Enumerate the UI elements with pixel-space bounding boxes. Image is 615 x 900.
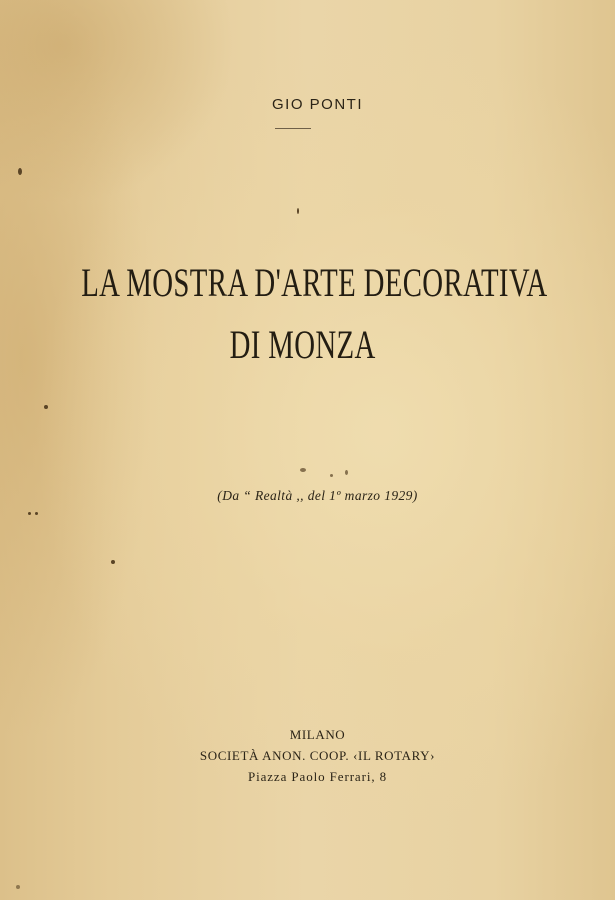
paper-speck <box>111 560 115 564</box>
imprint-block <box>0 724 615 787</box>
source-note: (Da “ Realtà ,, del 1º marzo 1929) <box>217 488 418 503</box>
title-line-2: DI MONZA <box>229 322 376 367</box>
paper-speck <box>300 468 306 472</box>
paper-speck <box>44 405 48 409</box>
paper-speck <box>18 168 22 175</box>
title-line-1: LA MOSTRA D'ARTE DECORATIVA <box>81 260 548 305</box>
paper-speck <box>345 470 348 475</box>
imprint-city: MILANO <box>289 727 346 742</box>
paper-speck <box>35 512 38 515</box>
book-title <box>81 252 548 376</box>
paper-speck <box>297 208 299 214</box>
imprint-publisher: SOCIETÀ ANON. COOP. ‹IL ROTARY› <box>199 748 436 763</box>
author-name: GIO PONTI <box>271 96 363 113</box>
author-divider-rule <box>275 128 311 129</box>
paper-speck <box>16 885 20 889</box>
paper-speck <box>28 512 31 515</box>
paper-speck <box>330 474 333 477</box>
imprint-address: Piazza Paolo Ferrari, 8 <box>247 769 388 784</box>
